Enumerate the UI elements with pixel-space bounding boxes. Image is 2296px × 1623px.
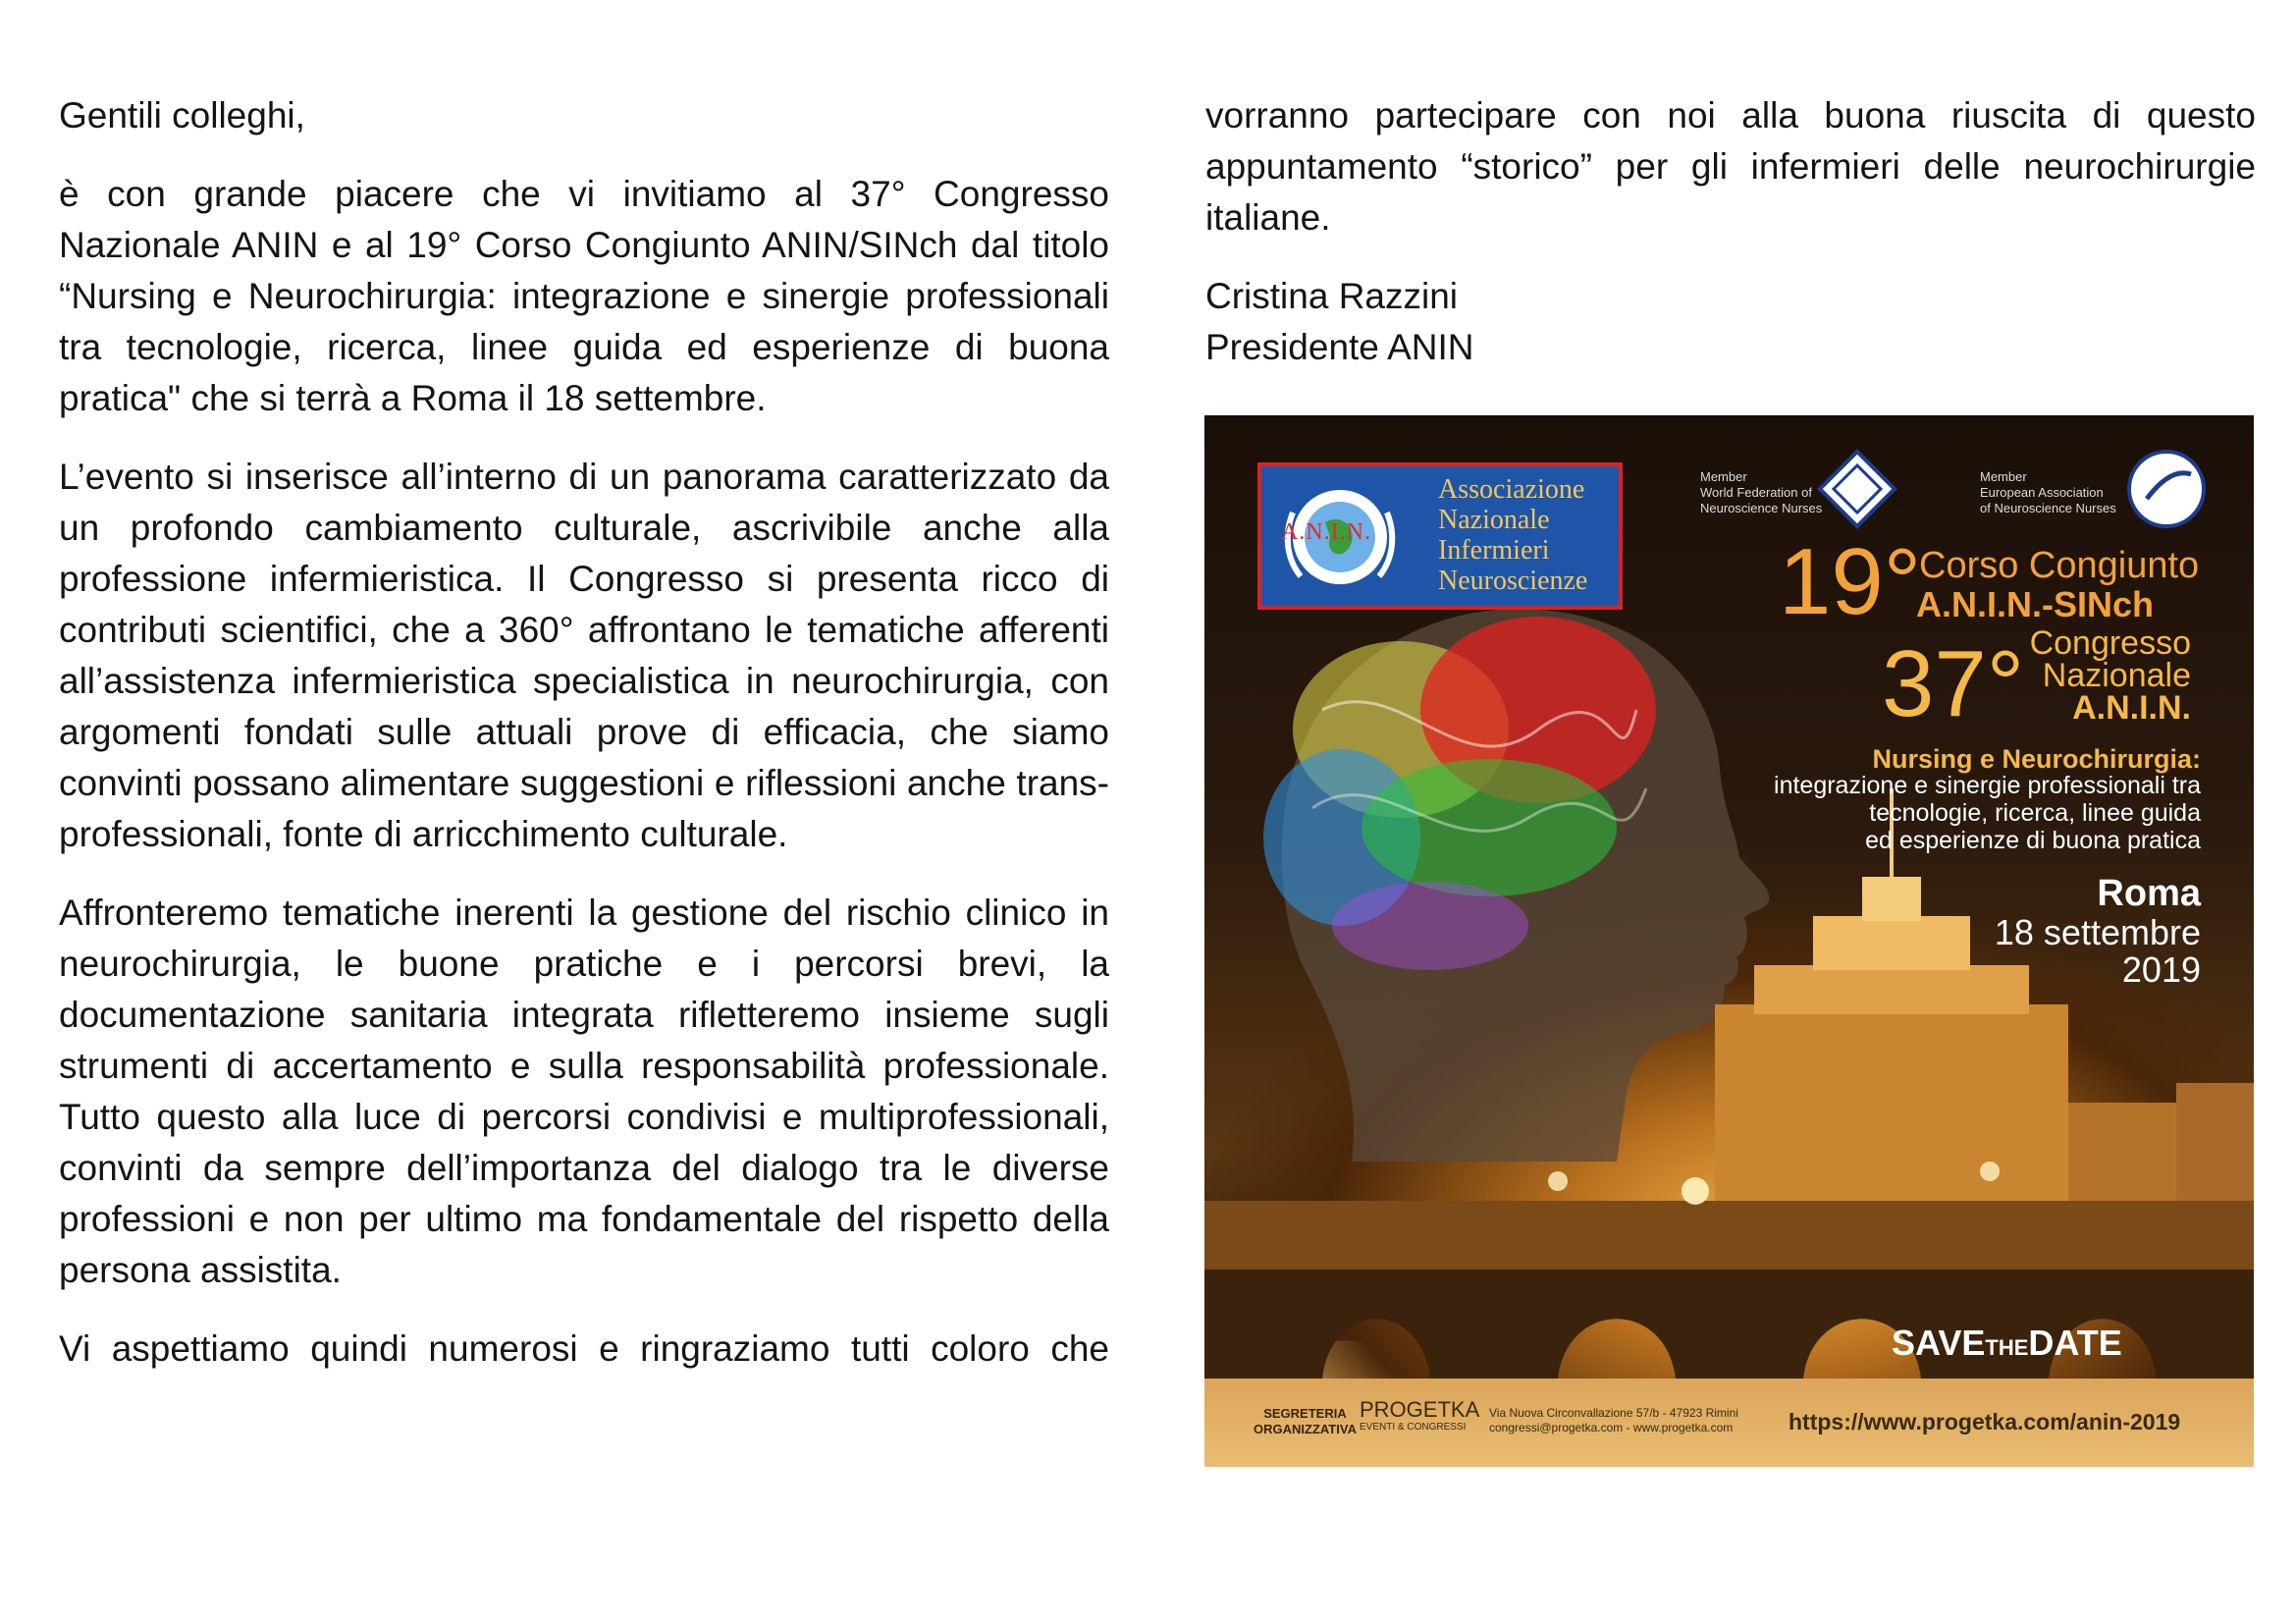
- letter-paragraph-1: è con grande piacere che vi invitiamo al 37° Congresso Nazionale ANIN e al 19° Corso Congiunto ANIN/SINch dal titolo “Nursing e Neurochirurgia: integrazione e sinergie professionali tra tecnologie, ricerca, linee guida ed esperienze di buona pratica" che si terrà a Roma il 18 settembre.: [59, 174, 1109, 418]
- member-wfnn-org-2: Neuroscience Nurses: [1700, 501, 1823, 515]
- member-wfnn-org-1: World Federation of: [1700, 485, 1812, 500]
- theme-title: Nursing e Neurochirurgia:: [1872, 744, 2201, 774]
- save-the-date: [1892, 1324, 2122, 1368]
- member-eann: [1980, 469, 2116, 516]
- letter-greeting: Gentili colleghi,: [59, 95, 305, 135]
- signature-name: Cristina Razzini: [1205, 276, 1459, 316]
- congress-line-3: A.N.I.N.: [2072, 689, 2191, 727]
- course-subtitle: A.N.I.N.-SINch: [1916, 584, 2155, 624]
- letter-paragraph-4: Vi aspettiamo quindi numerosi e ringraziamo tutti coloro che: [59, 1328, 1109, 1369]
- course-number: 19°: [1779, 529, 1922, 634]
- logo-name-line-1: Associazione: [1438, 474, 1585, 505]
- member-eann-label: Member: [1980, 469, 2027, 484]
- letter-right-column: [1205, 90, 2256, 373]
- member-wfnn: [1700, 469, 1822, 516]
- member-eann-org-1: European Association: [1980, 485, 2104, 500]
- footer-brand-sub: EVENTI & CONGRESSI: [1360, 1422, 1467, 1433]
- footer-address: [1489, 1406, 1738, 1435]
- congress-line-1: Congresso: [2029, 624, 2191, 662]
- letter-paragraph-2: L’evento si inserisce all’interno di un panorama caratterizzato da un profondo cambiamento culturale, ascrivibile anche alla professione infermieristica. Il Congresso si presenta ricco di contributi scientifici, che a 360° affrontano le tematiche afferenti all’assistenza infermieristica specialistica in neurochirurgia, con argomenti fondati sulle attuali prove di efficacia, che siamo convinti possano alimentare suggestioni e riflessioni anche trans-professionali, fonte di arricchimento culturale.: [59, 457, 1109, 854]
- footer-label-line-2: ORGANIZZATIVA: [1254, 1422, 1357, 1436]
- member-eann-org-2: of Neuroscience Nurses: [1980, 501, 2116, 515]
- anin-logo: [1257, 462, 1623, 610]
- castle-body: [1715, 1004, 2068, 1201]
- poster-footer: [1204, 1379, 2254, 1467]
- footer-address-line-1: Via Nuova Circonvallazione 57/b - 47923 Rimini: [1489, 1406, 1738, 1420]
- theme-line-2: tecnologie, ricerca, linee guida: [1869, 799, 2201, 827]
- date-word: DATE: [2028, 1323, 2122, 1363]
- logo-name-line-2: Nazionale: [1438, 505, 1550, 535]
- congress-number: 37°: [1882, 631, 2025, 736]
- logo-name-line-4: Neuroscienze: [1438, 566, 1588, 596]
- course-title: Corso Congiunto: [1919, 545, 2200, 586]
- footer-address-line-2: congressi@progetka.com - www.progetka.com: [1489, 1421, 1734, 1434]
- letter-continuation: vorranno partecipare con noi alla buona riuscita di questo appuntamento “storico” per gli infermieri delle neurochirurgie italiane.: [1205, 95, 2256, 238]
- signature-block: [1205, 271, 2256, 373]
- congress-line-2: Nazionale: [2042, 657, 2191, 694]
- letter-left-column: [59, 90, 1109, 1402]
- footer-url-link[interactable]: https://www.progetka.com/anin-2019: [1789, 1409, 2181, 1434]
- footer-label: [1254, 1406, 1357, 1437]
- event-poster: [1204, 415, 2254, 1467]
- bridge-deck: [1204, 1201, 2254, 1270]
- event-date-day: 18 settembre: [1994, 912, 2201, 952]
- theme-line-3: ed esperienze di buona pratica: [1865, 827, 2201, 854]
- logo-abbreviation: A.N.I.N.: [1281, 519, 1371, 545]
- logo-name: [1438, 474, 1587, 596]
- save-word: SAVE: [1892, 1323, 1986, 1363]
- the-word: THE: [1985, 1335, 2029, 1360]
- footer-brand: PROGETKA: [1360, 1397, 1480, 1422]
- event-city: Roma: [2097, 873, 2201, 914]
- letter-paragraph-3: Affronteremo tematiche inerenti la gestione del rischio clinico in neurochirurgia, le buone pratiche e i percorsi brevi, la documentazione sanitaria integrata rifletteremo insieme sugli strumenti di accertamento e sulla responsabilità professionale. Tutto questo alla luce di percorsi condivisi e multiprofessionali, convinti da sempre dell’importanza del dialogo tra le diverse professioni e non per ultimo ma fondamentale del rispetto della persona assistita.: [59, 893, 1109, 1290]
- logo-name-line-3: Infermieri: [1438, 535, 1550, 566]
- theme-line-1: integrazione e sinergie professionali tra: [1774, 772, 2201, 799]
- footer-label-line-1: SEGRETERIA: [1263, 1406, 1347, 1421]
- wfnn-emblem: [1820, 452, 1895, 526]
- member-wfnn-label: Member: [1700, 469, 1747, 484]
- brain-lobe-purple: [1332, 882, 1528, 970]
- eann-emblem: [2129, 452, 2204, 526]
- signature-role: Presidente ANIN: [1205, 327, 1474, 367]
- event-date-year: 2019: [2121, 949, 2201, 990]
